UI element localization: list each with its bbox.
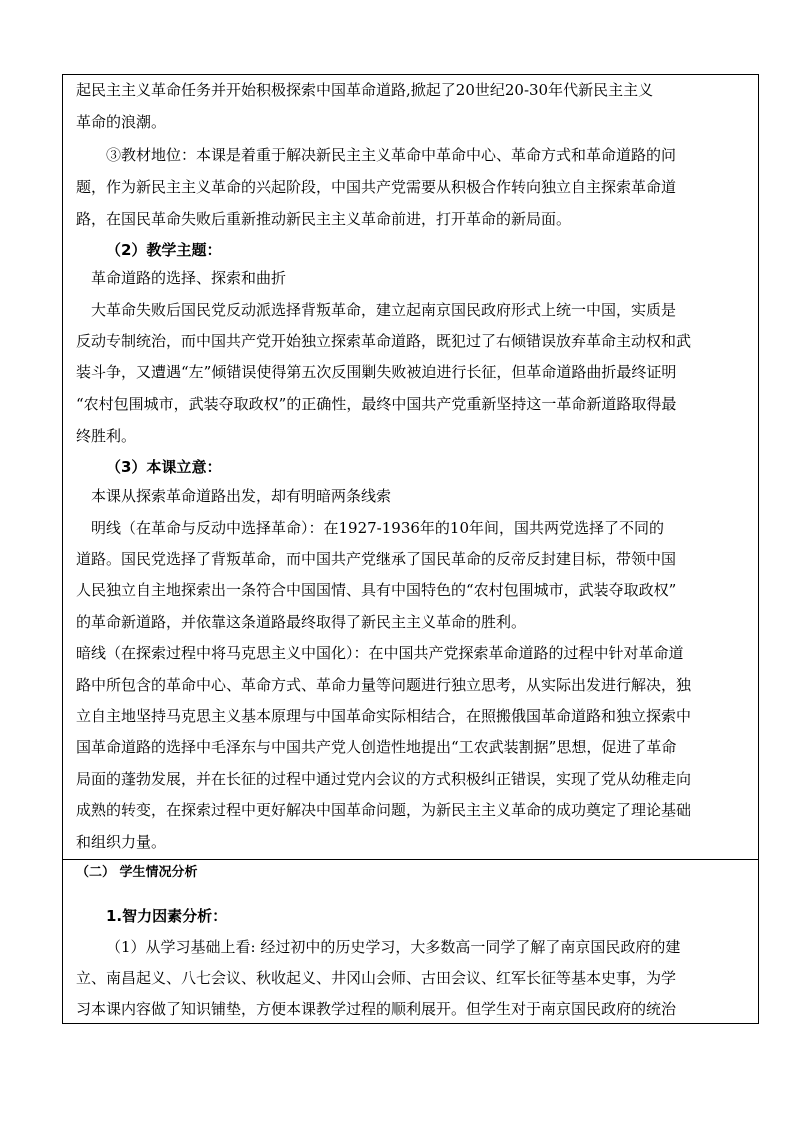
paragraph-line: 革命道路的选择、探索和曲折 — [91, 269, 287, 287]
paragraph-line: 和组织力量。 — [76, 833, 167, 851]
paragraph-line: 暗线（在探索过程中将马克思主义中国化）：在中国共产党探索革命道路的过程中针对革命道 — [76, 644, 684, 662]
section-heading: （3）本课立意： — [106, 458, 222, 476]
section-heading: （2）教学主题： — [106, 241, 222, 259]
paragraph-line: 反动专制统治，而中国共产党开始独立探索革命道路，既犯过了右倾错误放弃革命主动权和武 — [76, 332, 692, 350]
paragraph-line: 路，在国民革命失败后重新推动新民主主义革命前进，打开革命的新局面。 — [76, 210, 572, 228]
paragraph-line: ③教材地位：本课是着重于解决新民主主义革命中革命中心、革命方式和革命道路的问 — [106, 146, 677, 164]
paragraph-line: 立自主地坚持马克思主义基本原理与中国革命实际相结合，在照搬俄国革命道路和独立探索中 — [76, 707, 692, 725]
paragraph-line: 国革命道路的选择中毛泽东与中国共产党人创造性地提出“工农武装割据”思想，促进了革命 — [76, 738, 677, 756]
paragraph-line: 明线（在革命与反动中选择革命）：在1927-1936年的10年间，国共两党选择了不同的 — [91, 519, 665, 537]
paragraph-line: 革命的浪潮。 — [76, 113, 167, 131]
paragraph-line: 立、南昌起义、八七会议、秋收起义、井冈山会师、古田会议、红军长征等基本史事，为学 — [76, 969, 677, 987]
paragraph-line: 大革命失败后国民党反动派选择背叛革命，建立起南京国民政府形式上统一中国，实质是 — [91, 301, 677, 319]
paragraph-line: 人民独立自主地探索出一条符合中国国情、具有中国特色的“农村包围城市，武装夺取政权” — [76, 581, 677, 599]
paragraph-line: 局面的蓬勃发展，并在长征的过程中通过党内会议的方式积极纠正错误，实现了党从幼稚走向 — [76, 770, 692, 788]
paragraph-line: 起民主主义革命任务并开始积极探索中国革命道路,掀起了20世纪20-30年代新民主主义 — [76, 81, 654, 99]
paragraph-line: 习本课内容做了知识铺垫，方便本课教学过程的顺利展开。但学生对于南京国民政府的统治 — [76, 1000, 677, 1018]
paragraph-line: 的革命新道路，并依靠这条道路最终取得了新民主主义革命的胜利。 — [76, 613, 527, 631]
section-heading: （二） 学生情况分析 — [76, 865, 198, 880]
section-heading: 1.智力因素分析： — [106, 907, 228, 925]
paragraph-line: 道路。国民党选择了背叛革命，而中国共产党继承了国民革命的反帝反封建目标，带领中国 — [76, 550, 677, 568]
paragraph-line: 装斗争，又遭遇“左”倾错误使得第五次反围剿失败被迫进行长征，但革命道路曲折最终证明 — [76, 363, 677, 381]
paragraph-line: 题，作为新民主主义革命的兴起阶段，中国共产党需要从积极合作转向独立自主探索革命道 — [76, 178, 677, 196]
paragraph-line: 成熟的转变，在探索过程中更好解决中国革命问题，为新民主主义革命的成功奠定了理论基础 — [76, 801, 692, 819]
paragraph-line: “农村包围城市，武装夺取政权”的正确性，最终中国共产党重新坚持这一革命新道路取得最 — [76, 395, 677, 413]
paragraph-line: （1）从学习基础上看: 经过初中的历史学习，大多数高一同学了解了南京国民政府的建 — [106, 938, 681, 956]
paragraph-line: 本课从探索革命道路出发，却有明暗两条线索 — [91, 487, 392, 505]
table-row-divider — [63, 859, 758, 860]
paragraph-line: 终胜利。 — [76, 427, 137, 445]
paragraph-line: 路中所包含的革命中心、革命方式、革命力量等问题进行独立思考，从实际出发进行解决，独 — [76, 676, 692, 694]
